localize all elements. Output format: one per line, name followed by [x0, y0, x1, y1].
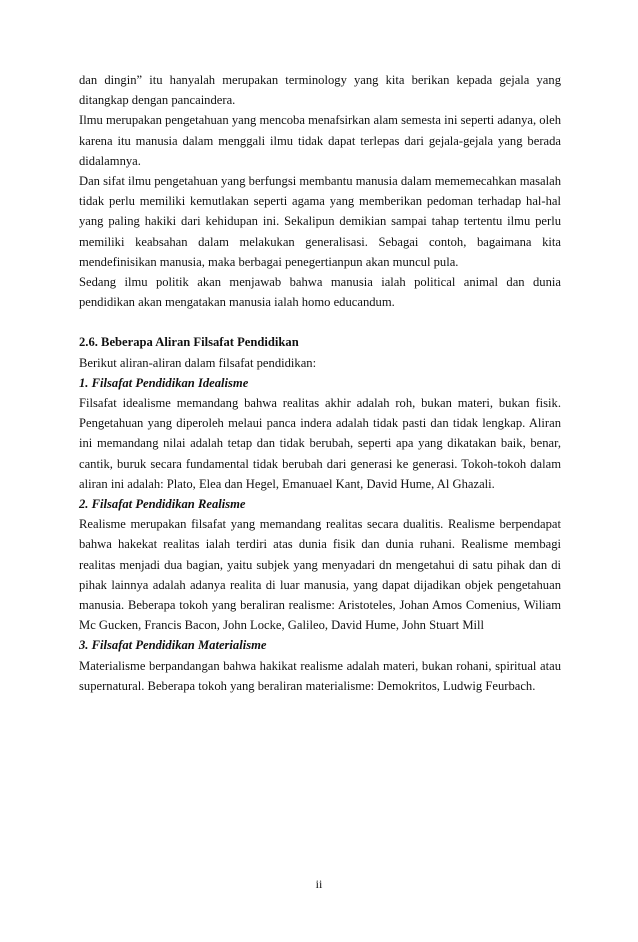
- item-title-materialisme: 3. Filsafat Pendidikan Materialisme: [79, 638, 267, 653]
- item-text-idealisme: Filsafat idealisme memandang bahwa realitas akhir adalah roh, bukan materi, bukan fisik. Pengetahuan yang diperoleh melaui panca indera adalah tidak pasti dan tidak lengkap. Aliran ini memandang nilai adalah tetap dan tidak berubah, seperti apa yang dikatakan baik, benar, cantik, buruk secara fundamental tidak berubah dari generasi ke generasi. Tokoh-tokoh dalam aliran ini adalah: Plato, Elea dan Hegel, Emanuael Kant, David Hume, Al Ghazali.: [79, 396, 561, 491]
- page-content: [79, 70, 561, 696]
- page-number: ii: [315, 877, 323, 891]
- item-title-idealisme: 1. Filsafat Pendidikan Idealisme: [79, 375, 249, 390]
- item-text-materialisme: Materialisme berpandangan bahwa hakikat realisme adalah materi, bukan rohani, spiritual atau supernatural. Beberapa tokoh yang beraliran materialisme: Demokritos, Ludwig Feurbach.: [79, 658, 561, 693]
- item-text-realisme: Realisme merupakan filsafat yang memandang realitas secara dualitis. Realisme berpendapat bahwa hakekat realitas ialah terdiri atas dunia fisik dan dunia ruhani. Realisme membagi realitas menjadi dua bagian, yaitu subjek yang menyadari dn mengetahui di satu pihak dan di pihak lainnya adalah adanya realita di luar manusia, yang dapat dijadikan objek pengetahuan manusia. Beberapa tokoh yang beraliran realisme: Aristoteles, Johan Amos Comenius, Wiliam Mc Gucken, Francis Bacon, John Locke, Galileo, David Hume, John Stuart Mill: [79, 517, 561, 633]
- paragraph-2: Ilmu merupakan pengetahuan yang mencoba menafsirkan alam semesta ini seperti adanya, oleh karena itu manusia dalam menggali ilmu tidak dapat terlepas dari gejala-gejala yang berada didalamnya.: [79, 113, 561, 168]
- section-spacer: [79, 312, 561, 332]
- section-intro: Berikut aliran-aliran dalam filsafat pendidikan:: [79, 355, 317, 370]
- paragraph-1: dan dingin” itu hanyalah merupakan terminology yang kita berikan kepada gejala yang ditangkap dengan pancaindera.: [79, 73, 561, 108]
- section-heading: 2.6. Beberapa Aliran Filsafat Pendidikan: [79, 335, 299, 350]
- paragraph-4: Sedang ilmu politik akan menjawab bahwa manusia ialah political animal dan dunia pendidikan akan mengatakan manusia ialah homo educandum.: [79, 275, 561, 310]
- item-title-realisme: 2. Filsafat Pendidikan Realisme: [79, 497, 246, 512]
- paragraph-3: Dan sifat ilmu pengetahuan yang berfungsi membantu manusia dalam mememecahkan masalah tidak perlu memiliki kemutlakan seperti agama yang memberikan pedoman terhadap hal-hal yang paling hakiki dari kehidupan ini. Sekalipun demikian sampai tahap tertentu ilmu perlu memiliki keabsahan dalam melakukan generalisasi. Sebagai contoh, bagaimana kita mendefinisikan manusia, maka berbagai penegertianpun akan muncul pula.: [79, 174, 561, 269]
